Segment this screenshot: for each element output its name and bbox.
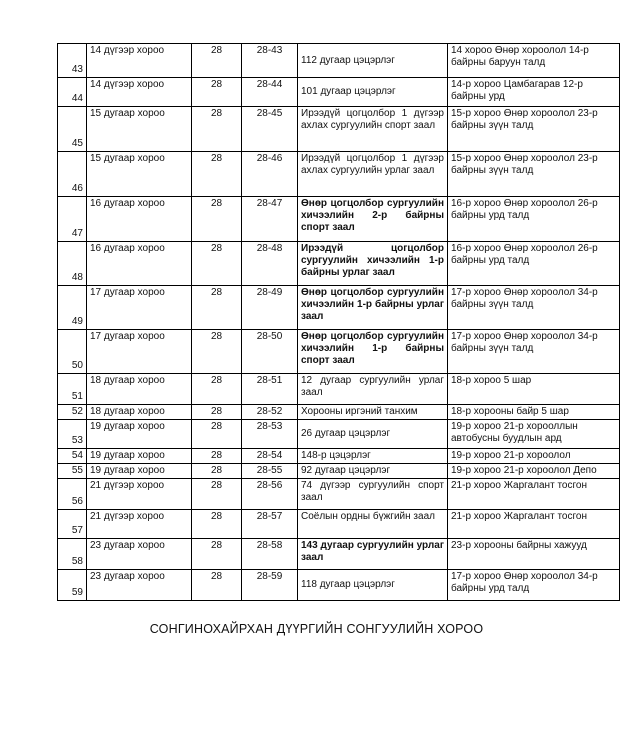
row-number: 56 (58, 479, 87, 510)
district-cell: 28 (192, 405, 242, 420)
place-cell: 118 дугаар цэцэрлэг (298, 570, 448, 601)
row-number: 59 (58, 570, 87, 601)
district-cell: 28 (192, 197, 242, 242)
khoroo-cell: 14 дүгээр хороо (87, 78, 192, 107)
table-row (58, 479, 620, 510)
station-code-cell: 28-45 (242, 107, 298, 152)
district-cell: 28 (192, 464, 242, 479)
place-cell: Өнөр цогцолбор сургуулийн хичээлийн 1-р байрны урлаг заал (298, 286, 448, 330)
khoroo-cell: 18 дугаар хороо (87, 374, 192, 405)
khoroo-cell: 17 дугаар хороо (87, 286, 192, 330)
address-cell: 15-р хороо Өнөр хороолол 23-р байрны зүүн талд (448, 152, 620, 197)
row-number: 44 (58, 78, 87, 107)
khoroo-cell: 23 дугаар хороо (87, 570, 192, 601)
address-cell: 17-р хороо Өнөр хороолол 34-р байрны урд талд (448, 570, 620, 601)
table-row (58, 570, 620, 601)
station-code-cell: 28-48 (242, 242, 298, 286)
row-number: 45 (58, 107, 87, 152)
station-code-cell: 28-50 (242, 330, 298, 374)
khoroo-cell: 14 дүгээр хороо (87, 44, 192, 78)
khoroo-cell: 16 дугаар хороо (87, 197, 192, 242)
district-cell: 28 (192, 330, 242, 374)
khoroo-cell: 19 дугаар хороо (87, 449, 192, 464)
place-cell: 143 дугаар сургуулийн урлаг заал (298, 539, 448, 570)
khoroo-cell: 19 дугаар хороо (87, 420, 192, 449)
row-number: 43 (58, 44, 87, 78)
station-code-cell: 28-47 (242, 197, 298, 242)
address-cell: 21-р хороо Жаргалант тосгон (448, 479, 620, 510)
station-code-cell: 28-57 (242, 510, 298, 539)
khoroo-cell: 21 дүгээр хороо (87, 479, 192, 510)
table-row (58, 405, 620, 420)
district-cell: 28 (192, 78, 242, 107)
district-cell: 28 (192, 286, 242, 330)
address-cell: 17-р хороо Өнөр хороолол 34-р байрны зүүн талд (448, 286, 620, 330)
address-cell: 14-р хороо Цамбагарав 12-р байрны урд (448, 78, 620, 107)
district-cell: 28 (192, 242, 242, 286)
address-cell: 23-р хорооны байрны хажууд (448, 539, 620, 570)
station-code-cell: 28-52 (242, 405, 298, 420)
table-row (58, 330, 620, 374)
table-row (58, 152, 620, 197)
khoroo-cell: 21 дүгээр хороо (87, 510, 192, 539)
table-row (58, 510, 620, 539)
row-number: 52 (58, 405, 87, 420)
address-cell: 18-р хорооны байр 5 шар (448, 405, 620, 420)
station-code-cell: 28-44 (242, 78, 298, 107)
khoroo-cell: 18 дугаар хороо (87, 405, 192, 420)
table-row (58, 78, 620, 107)
khoroo-cell: 19 дугаар хороо (87, 464, 192, 479)
khoroo-cell: 16 дугаар хороо (87, 242, 192, 286)
district-cell: 28 (192, 420, 242, 449)
address-cell: 14 хороо Өнөр хороолол 14-р байрны баруун талд (448, 44, 620, 78)
row-number: 48 (58, 242, 87, 286)
table-row (58, 464, 620, 479)
station-code-cell: 28-54 (242, 449, 298, 464)
station-code-cell: 28-53 (242, 420, 298, 449)
district-cell: 28 (192, 570, 242, 601)
row-number: 46 (58, 152, 87, 197)
khoroo-cell: 15 дугаар хороо (87, 152, 192, 197)
table-row (58, 539, 620, 570)
address-cell: 19-р хороо 21-р хороолол (448, 449, 620, 464)
table-body (58, 44, 620, 601)
khoroo-cell: 15 дугаар хороо (87, 107, 192, 152)
row-number: 57 (58, 510, 87, 539)
row-number: 47 (58, 197, 87, 242)
address-cell: 15-р хороо Өнөр хороолол 23-р байрны зүүн талд (448, 107, 620, 152)
table-row (58, 286, 620, 330)
address-cell: 18-р хороо 5 шар (448, 374, 620, 405)
station-code-cell: 28-58 (242, 539, 298, 570)
place-cell: 112 дугаар цэцэрлэг (298, 44, 448, 78)
district-cell: 28 (192, 107, 242, 152)
khoroo-cell: 17 дугаар хороо (87, 330, 192, 374)
table-row (58, 242, 620, 286)
table-row (58, 420, 620, 449)
place-cell: Өнөр цогцолбор сургуулийн хичээлийн 2-р байрны спорт заал (298, 197, 448, 242)
place-cell: Соёлын ордны бүжгийн заал (298, 510, 448, 539)
district-cell: 28 (192, 539, 242, 570)
district-cell: 28 (192, 152, 242, 197)
place-cell: 101 дугаар цэцэрлэг (298, 78, 448, 107)
station-code-cell: 28-46 (242, 152, 298, 197)
row-number: 49 (58, 286, 87, 330)
address-cell: 19-р хороо 21-р хороолол Депо (448, 464, 620, 479)
address-cell: 16-р хороо Өнөр хороолол 26-р байрны урд талд (448, 197, 620, 242)
row-number: 55 (58, 464, 87, 479)
station-code-cell: 28-56 (242, 479, 298, 510)
table-row (58, 374, 620, 405)
place-cell: 12 дугаар сургуулийн урлаг заал (298, 374, 448, 405)
row-number: 58 (58, 539, 87, 570)
khoroo-cell: 23 дугаар хороо (87, 539, 192, 570)
place-cell: Өнөр цогцолбор сургуулийн хичээлийн 1-р байрны спорт заал (298, 330, 448, 374)
district-cell: 28 (192, 510, 242, 539)
row-number: 53 (58, 420, 87, 449)
table-row (58, 44, 620, 78)
place-cell: 92 дугаар цэцэрлэг (298, 464, 448, 479)
place-cell: 26 дугаар цэцэрлэг (298, 420, 448, 449)
place-cell: 148-р цэцэрлэг (298, 449, 448, 464)
table-row (58, 449, 620, 464)
row-number: 50 (58, 330, 87, 374)
row-number: 51 (58, 374, 87, 405)
place-cell: Ирээдүй цогцолбор 1 дүгээр ахлах сургуулийн урлаг заал (298, 152, 448, 197)
district-cell: 28 (192, 479, 242, 510)
address-cell: 16-р хороо Өнөр хороолол 26-р байрны урд талд (448, 242, 620, 286)
address-cell: 19-р хороо 21-р хорооллын автобусны буудлын ард (448, 420, 620, 449)
address-cell: 17-р хороо Өнөр хороолол 34-р байрны зүүн талд (448, 330, 620, 374)
address-cell: 21-р хороо Жаргалант тосгон (448, 510, 620, 539)
place-cell: 74 дүгээр сургуулийн спорт заал (298, 479, 448, 510)
place-cell: Ирээдүй цогцолбор сургуулийн хичээлийн 1-р байрны урлаг заал (298, 242, 448, 286)
polling-stations-table (57, 43, 620, 601)
table-row (58, 197, 620, 242)
district-cell: 28 (192, 449, 242, 464)
place-cell: Ирээдүй цогцолбор 1 дүгээр ахлах сургуулийн спорт заал (298, 107, 448, 152)
station-code-cell: 28-43 (242, 44, 298, 78)
district-cell: 28 (192, 374, 242, 405)
row-number: 54 (58, 449, 87, 464)
station-code-cell: 28-49 (242, 286, 298, 330)
place-cell: Хорооны иргэний танхим (298, 405, 448, 420)
station-code-cell: 28-55 (242, 464, 298, 479)
station-code-cell: 28-59 (242, 570, 298, 601)
footer-title: СОНГИНОХАЙРХАН ДҮҮРГИЙН СОНГУУЛИЙН ХОРОО (149, 622, 484, 636)
table-row (58, 107, 620, 152)
district-cell: 28 (192, 44, 242, 78)
station-code-cell: 28-51 (242, 374, 298, 405)
